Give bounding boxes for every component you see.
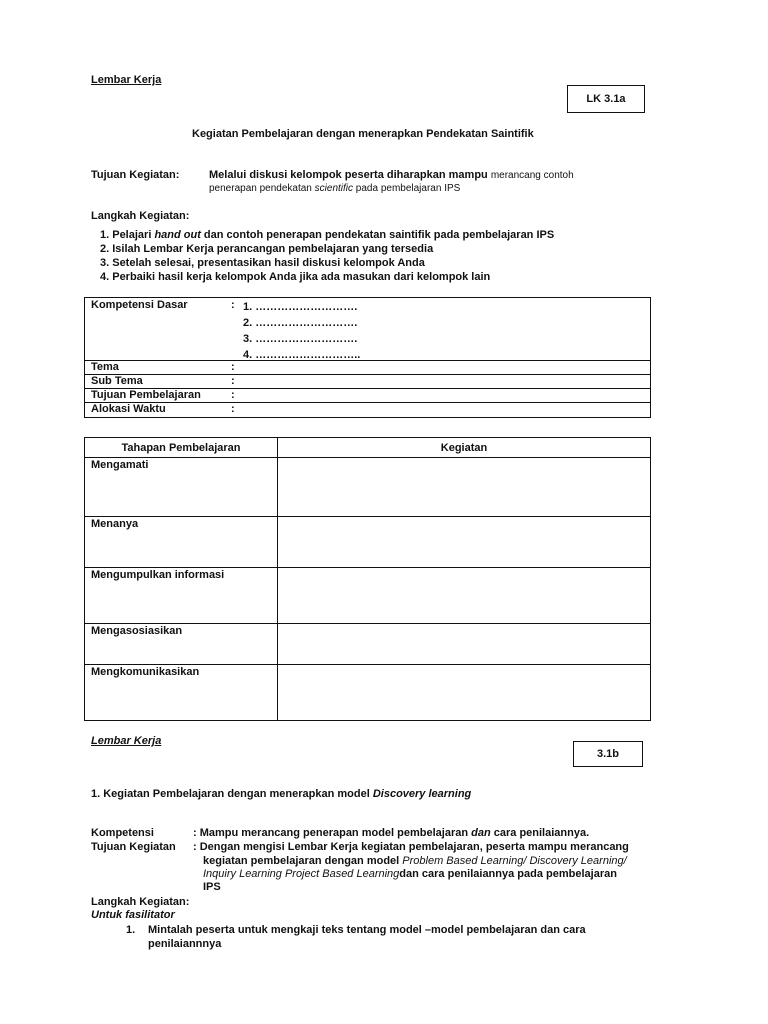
kd-colon: : <box>231 299 235 311</box>
stage-activity-cell[interactable] <box>278 568 651 624</box>
step-4: 4. Perbaiki hasil kerja kelompok Anda jika ada masukan dari kelompok lain <box>100 271 491 283</box>
worksheet-heading-a: Lembar Kerja <box>91 74 162 86</box>
tujuan-text-part1: Melalui diskusi kelompok peserta diharapkan mampu <box>209 169 488 181</box>
kompetensi-label: Kompetensi <box>91 827 154 839</box>
header-tahapan: Tahapan Pembelajaran <box>85 438 278 458</box>
stage-activity-cell[interactable] <box>278 517 651 568</box>
tujuan-text-part3: penerapan pendekatan <box>209 183 315 194</box>
tujuan-b-line2 <box>203 855 627 867</box>
stage-label: Mengkomunikasikan <box>85 665 278 721</box>
table-row <box>85 458 651 517</box>
step-1 <box>100 228 554 242</box>
langkah-label-b: Langkah Kegiatan: <box>91 896 190 908</box>
header-kegiatan: Kegiatan <box>278 438 651 458</box>
stage-label: Mengamati <box>85 458 278 517</box>
tujuan-text-part2: merancang contoh <box>490 170 574 181</box>
kd-item-2: 2. ………………………. <box>243 317 358 329</box>
table-row <box>85 624 651 665</box>
worksheet-heading-b: Lembar Kerja <box>91 735 162 747</box>
steps-list-a <box>100 228 554 284</box>
kompetensi-italic: dan <box>471 827 491 839</box>
info-table <box>84 297 651 418</box>
worksheet-code-b: 3.1b <box>573 741 643 767</box>
info-divider-1 <box>85 360 650 361</box>
stage-table-header <box>85 438 651 458</box>
step-3: 3. Setelah selesai, presentasikan hasil diskusi kelompok Anda <box>100 257 425 269</box>
tujuan-b-line4: IPS <box>203 881 221 893</box>
item-1-number: 1. <box>126 924 136 936</box>
stage-activity-cell[interactable] <box>278 458 651 517</box>
kd-item-4: 4. ……………………….. <box>243 349 361 361</box>
tujuan-text-line1 <box>209 169 574 181</box>
table-row <box>85 665 651 721</box>
tujuan-text-part4: pada pembelajaran IPS <box>353 183 461 194</box>
item-1-line2: penilaiannnya <box>148 938 222 950</box>
tujuan-b-line2-italic: Problem Based Learning/ Discovery Learning/ <box>402 855 627 867</box>
step-1-italic: hand out <box>154 229 201 241</box>
stage-label: Mengasosiasikan <box>85 624 278 665</box>
kompetensi-text <box>193 827 589 839</box>
kd-items <box>243 299 360 363</box>
tujuan-b-line3-italic: Inquiry Learning Project Based Learning <box>203 868 400 880</box>
info-divider-2 <box>85 374 650 375</box>
stage-label: Menanya <box>85 517 278 568</box>
tujuan-label-b: Tujuan Kegiatan <box>91 841 176 853</box>
step-2: 2. Isilah Lembar Kerja perancangan pembelajaran yang tersedia <box>100 243 434 255</box>
stage-activity-cell[interactable] <box>278 624 651 665</box>
tujuan-b-line1: : Dengan mengisi Lembar Kerja kegiatan pembelajaran, peserta mampu merancang <box>193 841 629 853</box>
worksheet-code-a: LK 3.1a <box>567 85 645 113</box>
alokasi-label: Alokasi Waktu <box>91 403 166 415</box>
table-row <box>85 517 651 568</box>
subtema-colon: : <box>231 375 235 387</box>
activity-title-b-text: 1. Kegiatan Pembelajaran dengan menerapkan model <box>91 788 373 800</box>
tujuan-b-line3 <box>203 868 617 880</box>
tujuan-b-line3-text: dan cara penilaiannya pada pembelajaran <box>399 868 617 880</box>
tema-colon: : <box>231 361 235 373</box>
alokasi-colon: : <box>231 403 235 415</box>
tema-label: Tema <box>91 361 119 373</box>
kd-item-3: 3. ………………………. <box>243 333 358 345</box>
tujuan-text-italic: scientific <box>314 183 354 194</box>
kd-label: Kompetensi Dasar <box>91 299 188 311</box>
stage-table <box>84 437 651 721</box>
kompetensi-text-b: cara penilaiannya. <box>490 827 590 839</box>
table-row <box>85 568 651 624</box>
tujuan-pembelajaran-label: Tujuan Pembelajaran <box>91 389 201 401</box>
tujuan-pembelajaran-colon: : <box>231 389 235 401</box>
stage-activity-cell[interactable] <box>278 665 651 721</box>
activity-title-b <box>91 788 471 800</box>
kd-item-1: 1. ………………………. <box>243 301 358 313</box>
activity-title-b-italic: Discovery learning <box>372 788 472 800</box>
langkah-label-a: Langkah Kegiatan: <box>91 210 190 222</box>
item-1-line1: Mintalah peserta untuk mengkaji teks tentang model –model pembelajaran dan cara <box>148 924 586 936</box>
step-1-text-a: 1. Pelajari <box>100 229 155 241</box>
step-1-text-b: dan contoh penerapan pendekatan saintifik pada pembelajaran IPS <box>200 229 555 241</box>
tujuan-b-line2-text: kegiatan pembelajaran dengan model <box>203 855 403 867</box>
info-divider-4 <box>85 402 650 403</box>
activity-title-a: Kegiatan Pembelajaran dengan menerapkan Pendekatan Saintifik <box>192 128 534 140</box>
tujuan-text-line2 <box>209 183 460 194</box>
kompetensi-text-a: : Mampu merancang penerapan model pembelajaran <box>193 827 472 839</box>
subtema-label: Sub Tema <box>91 375 143 387</box>
stage-label: Mengumpulkan informasi <box>85 568 278 624</box>
tujuan-label-a: Tujuan Kegiatan: <box>91 169 180 181</box>
fasilitator-label: Untuk fasilitator <box>91 909 175 921</box>
